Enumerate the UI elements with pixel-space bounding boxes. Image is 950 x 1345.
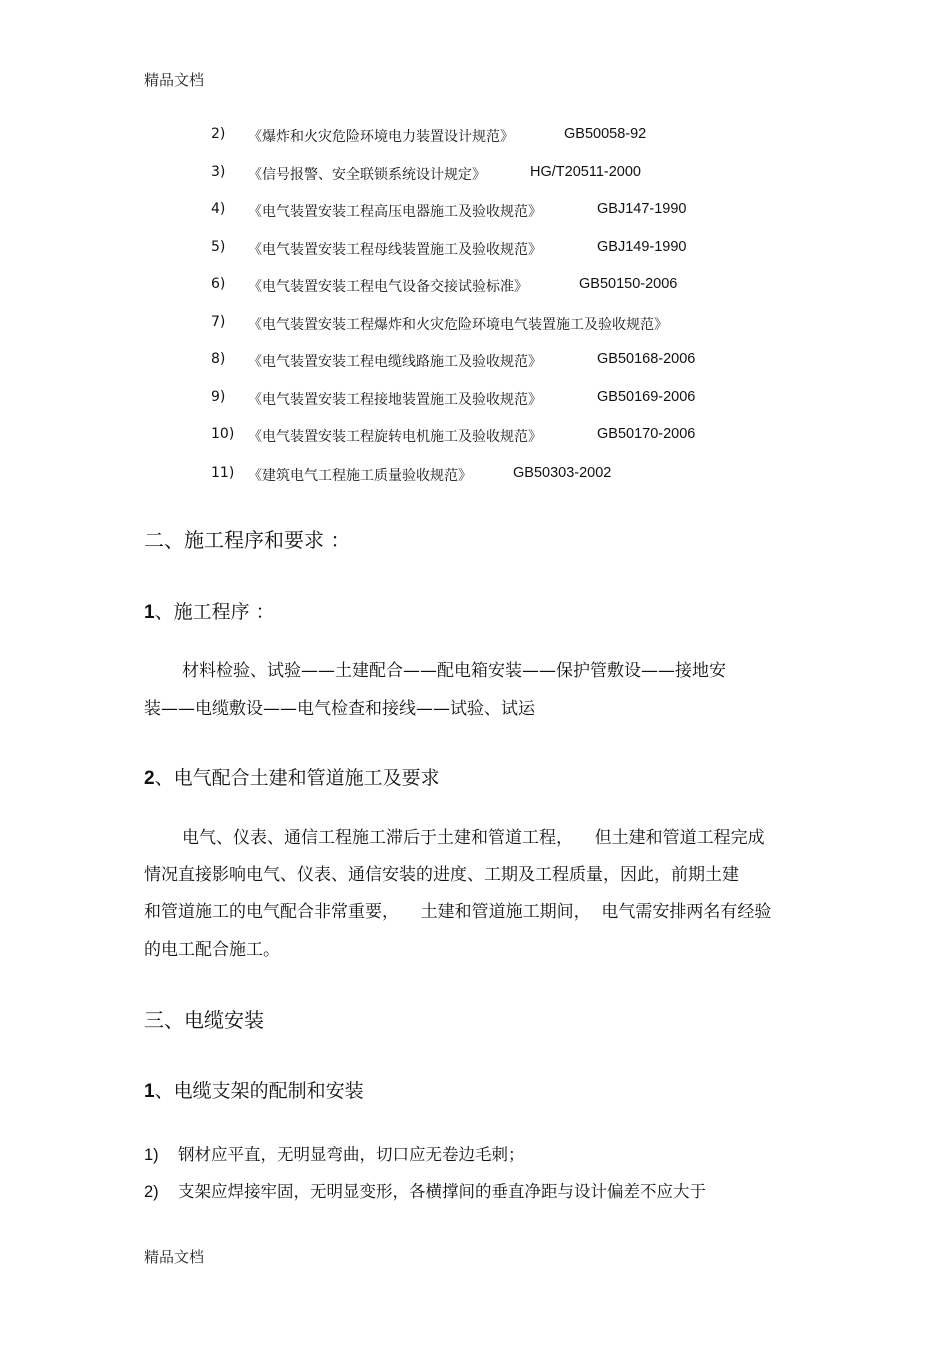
item-number: 4) — [211, 201, 226, 217]
item-number: 1) — [144, 1146, 159, 1164]
standard-title: 《爆炸和火灾危险环境电力装置设计规范》 — [248, 129, 514, 145]
standard-title: 《电气装置安装工程母线装置施工及验收规范》 — [248, 242, 542, 258]
item-number: 10) — [211, 426, 235, 442]
subsection-heading — [144, 1076, 364, 1103]
subsection-number: 2 — [144, 768, 155, 789]
standard-code: GB50303-2002 — [513, 465, 612, 481]
paragraph-line: 的电工配合施工。 — [144, 940, 280, 960]
item-text: 钢材应平直，无明显弯曲，切口应无卷边毛刺； — [178, 1145, 525, 1164]
subsection-number: 1 — [144, 602, 155, 623]
subsection-heading — [144, 597, 275, 624]
standard-title: 《电气装置安装工程旋转电机施工及验收规范》 — [248, 429, 542, 445]
standard-code: HG/T20511-2000 — [530, 164, 641, 180]
page-footer: 精品文档 — [144, 1248, 205, 1266]
list-item — [144, 1178, 706, 1202]
standard-code: GB50170-2006 — [597, 426, 696, 442]
item-number: 11) — [211, 465, 235, 481]
standard-code: GBJ147-1990 — [597, 201, 687, 217]
subsection-title: 、施工程序 ： — [154, 601, 275, 623]
subsection-title: 、电气配合土建和管道施工及要求 — [154, 767, 440, 789]
standard-code: GB50169-2006 — [597, 389, 696, 405]
item-text: 支架应焊接牢固，无明显变形，各横撑间的垂直净距与设计偏差不应大于 — [178, 1182, 706, 1201]
item-number: 8) — [211, 351, 226, 367]
standard-code: GB50058-92 — [564, 126, 647, 142]
standard-title: 《电气装置安装工程接地装置施工及验收规范》 — [248, 392, 542, 408]
subsection-number: 1 — [144, 1081, 155, 1102]
item-number: 3) — [211, 164, 226, 180]
paragraph-line: 电气、仪表、通信工程施工滞后于土建和管道工程， 但土建和管道工程完成 — [182, 828, 765, 848]
standard-title: 《电气装置安装工程电气设备交接试验标准》 — [248, 279, 528, 295]
subsection-heading — [144, 763, 440, 790]
standard-title: 《信号报警、安全联锁系统设计规定》 — [248, 167, 486, 183]
standard-title: 《电气装置安装工程电缆线路施工及验收规范》 — [248, 354, 542, 370]
paragraph-line: 材料检验、试验——土建配合——配电箱安装——保护管敷设——接地安 — [182, 661, 726, 681]
standard-title: 《电气装置安装工程爆炸和火灾危险环境电气装置施工及验收规范》 — [248, 317, 668, 333]
section-heading: 二、施工程序和要求 ： — [144, 528, 351, 552]
section-heading: 三、电缆安装 — [144, 1008, 264, 1032]
item-number: 9) — [211, 389, 226, 405]
item-number: 2) — [144, 1183, 159, 1201]
item-number: 6) — [211, 276, 226, 292]
list-item — [144, 1141, 525, 1165]
standard-code: GBJ149-1990 — [597, 239, 687, 255]
standard-code: GB50150-2006 — [579, 276, 678, 292]
standard-title: 《电气装置安装工程高压电器施工及验收规范》 — [248, 204, 542, 220]
item-number: 7) — [211, 314, 226, 330]
paragraph-line: 装——电缆敷设——电气检查和接线——试验、试运 — [144, 699, 535, 719]
paragraph-line: 和管道施工的电气配合非常重要， 土建和管道施工期间， 电气需安排两名有经验 — [144, 902, 772, 922]
standard-code: GB50168-2006 — [597, 351, 696, 367]
standard-title: 《建筑电气工程施工质量验收规范》 — [248, 468, 472, 484]
item-number: 2) — [211, 126, 226, 142]
paragraph-line: 情况直接影响电气、仪表、通信安装的进度、工期及工程质量，因此，前期土建 — [144, 865, 739, 885]
subsection-title: 、电缆支架的配制和安装 — [154, 1080, 364, 1102]
page-header: 精品文档 — [144, 71, 205, 89]
item-number: 5) — [211, 239, 226, 255]
